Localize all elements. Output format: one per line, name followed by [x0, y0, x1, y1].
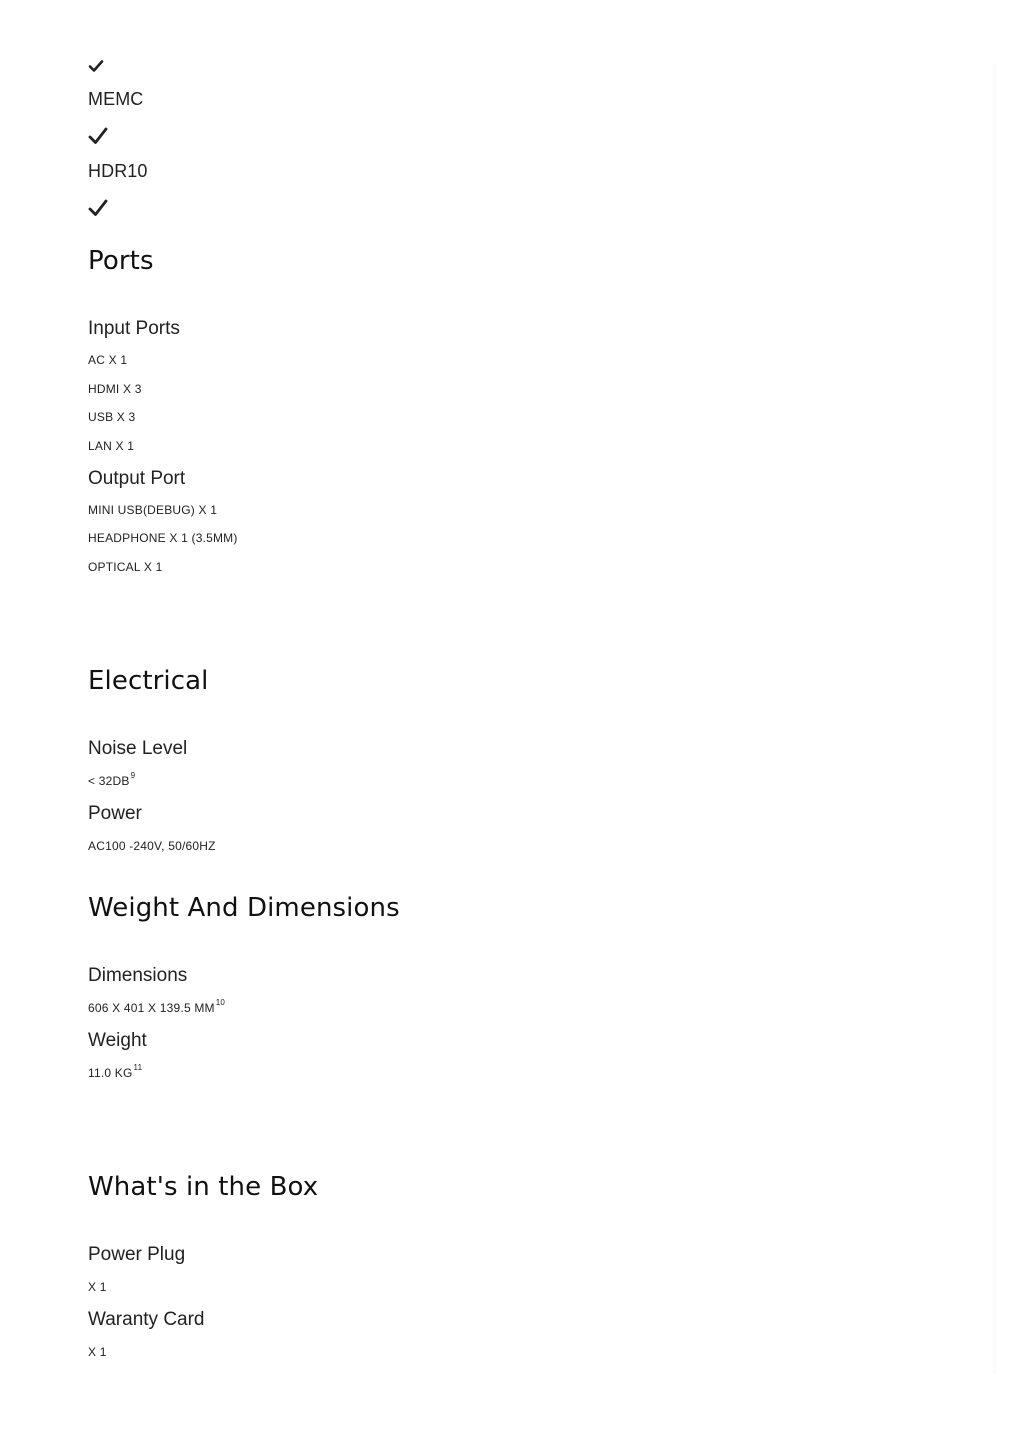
spec-value-dimensions: [88, 998, 226, 1015]
section-title-weight-dimensions: Weight And Dimensions: [88, 893, 400, 923]
section-title-ports: Ports: [88, 246, 154, 276]
spec-value-warranty-card: X 1: [88, 1345, 107, 1359]
spec-value-power-plug: X 1: [88, 1280, 107, 1294]
spec-value-output-port: OPTICAL X 1: [88, 560, 163, 574]
feature-label-memc: MEMC: [88, 89, 144, 109]
spec-value-noise-level: [88, 771, 136, 788]
spec-value-input-port: LAN X 1: [88, 439, 135, 453]
spec-value-input-port: HDMI X 3: [88, 382, 142, 396]
spec-label-weight: Weight: [88, 1030, 147, 1051]
spec-value-input-port: USB X 3: [88, 410, 136, 424]
footnote-marker: 11: [133, 1063, 143, 1072]
section-title-whats-in-box: What's in the Box: [88, 1172, 319, 1202]
dimensions-value-text: 606 X 401 X 139.5 MM: [88, 1001, 215, 1015]
spec-label-power: Power: [88, 803, 142, 824]
spec-value-output-port: MINI USB(DEBUG) X 1: [88, 503, 218, 517]
spec-label-warranty-card: Waranty Card: [88, 1309, 205, 1330]
page-edge-shadow: [990, 64, 996, 1374]
checkmark-icon: [88, 58, 104, 74]
footnote-marker: 9: [130, 771, 136, 780]
checkmark-icon: [88, 126, 106, 144]
spec-label-output-port: Output Port: [88, 468, 186, 489]
noise-value-text: < 32DB: [88, 774, 130, 788]
spec-label-input-ports: Input Ports: [88, 318, 180, 339]
spec-value-weight: [88, 1063, 143, 1080]
spec-value-output-port: HEADPHONE X 1 (3.5MM): [88, 531, 238, 545]
footnote-marker: 10: [215, 998, 226, 1007]
feature-label-hdr10: HDR10: [88, 161, 148, 181]
spec-label-noise-level: Noise Level: [88, 738, 188, 759]
weight-value-text: 11.0 KG: [88, 1066, 133, 1080]
spec-label-dimensions: Dimensions: [88, 965, 188, 986]
section-title-electrical: Electrical: [88, 666, 209, 696]
spec-value-power: AC100 -240V, 50/60HZ: [88, 839, 216, 853]
spec-label-power-plug: Power Plug: [88, 1244, 186, 1265]
checkmark-icon: [88, 198, 106, 216]
spec-value-input-port: AC X 1: [88, 353, 128, 367]
